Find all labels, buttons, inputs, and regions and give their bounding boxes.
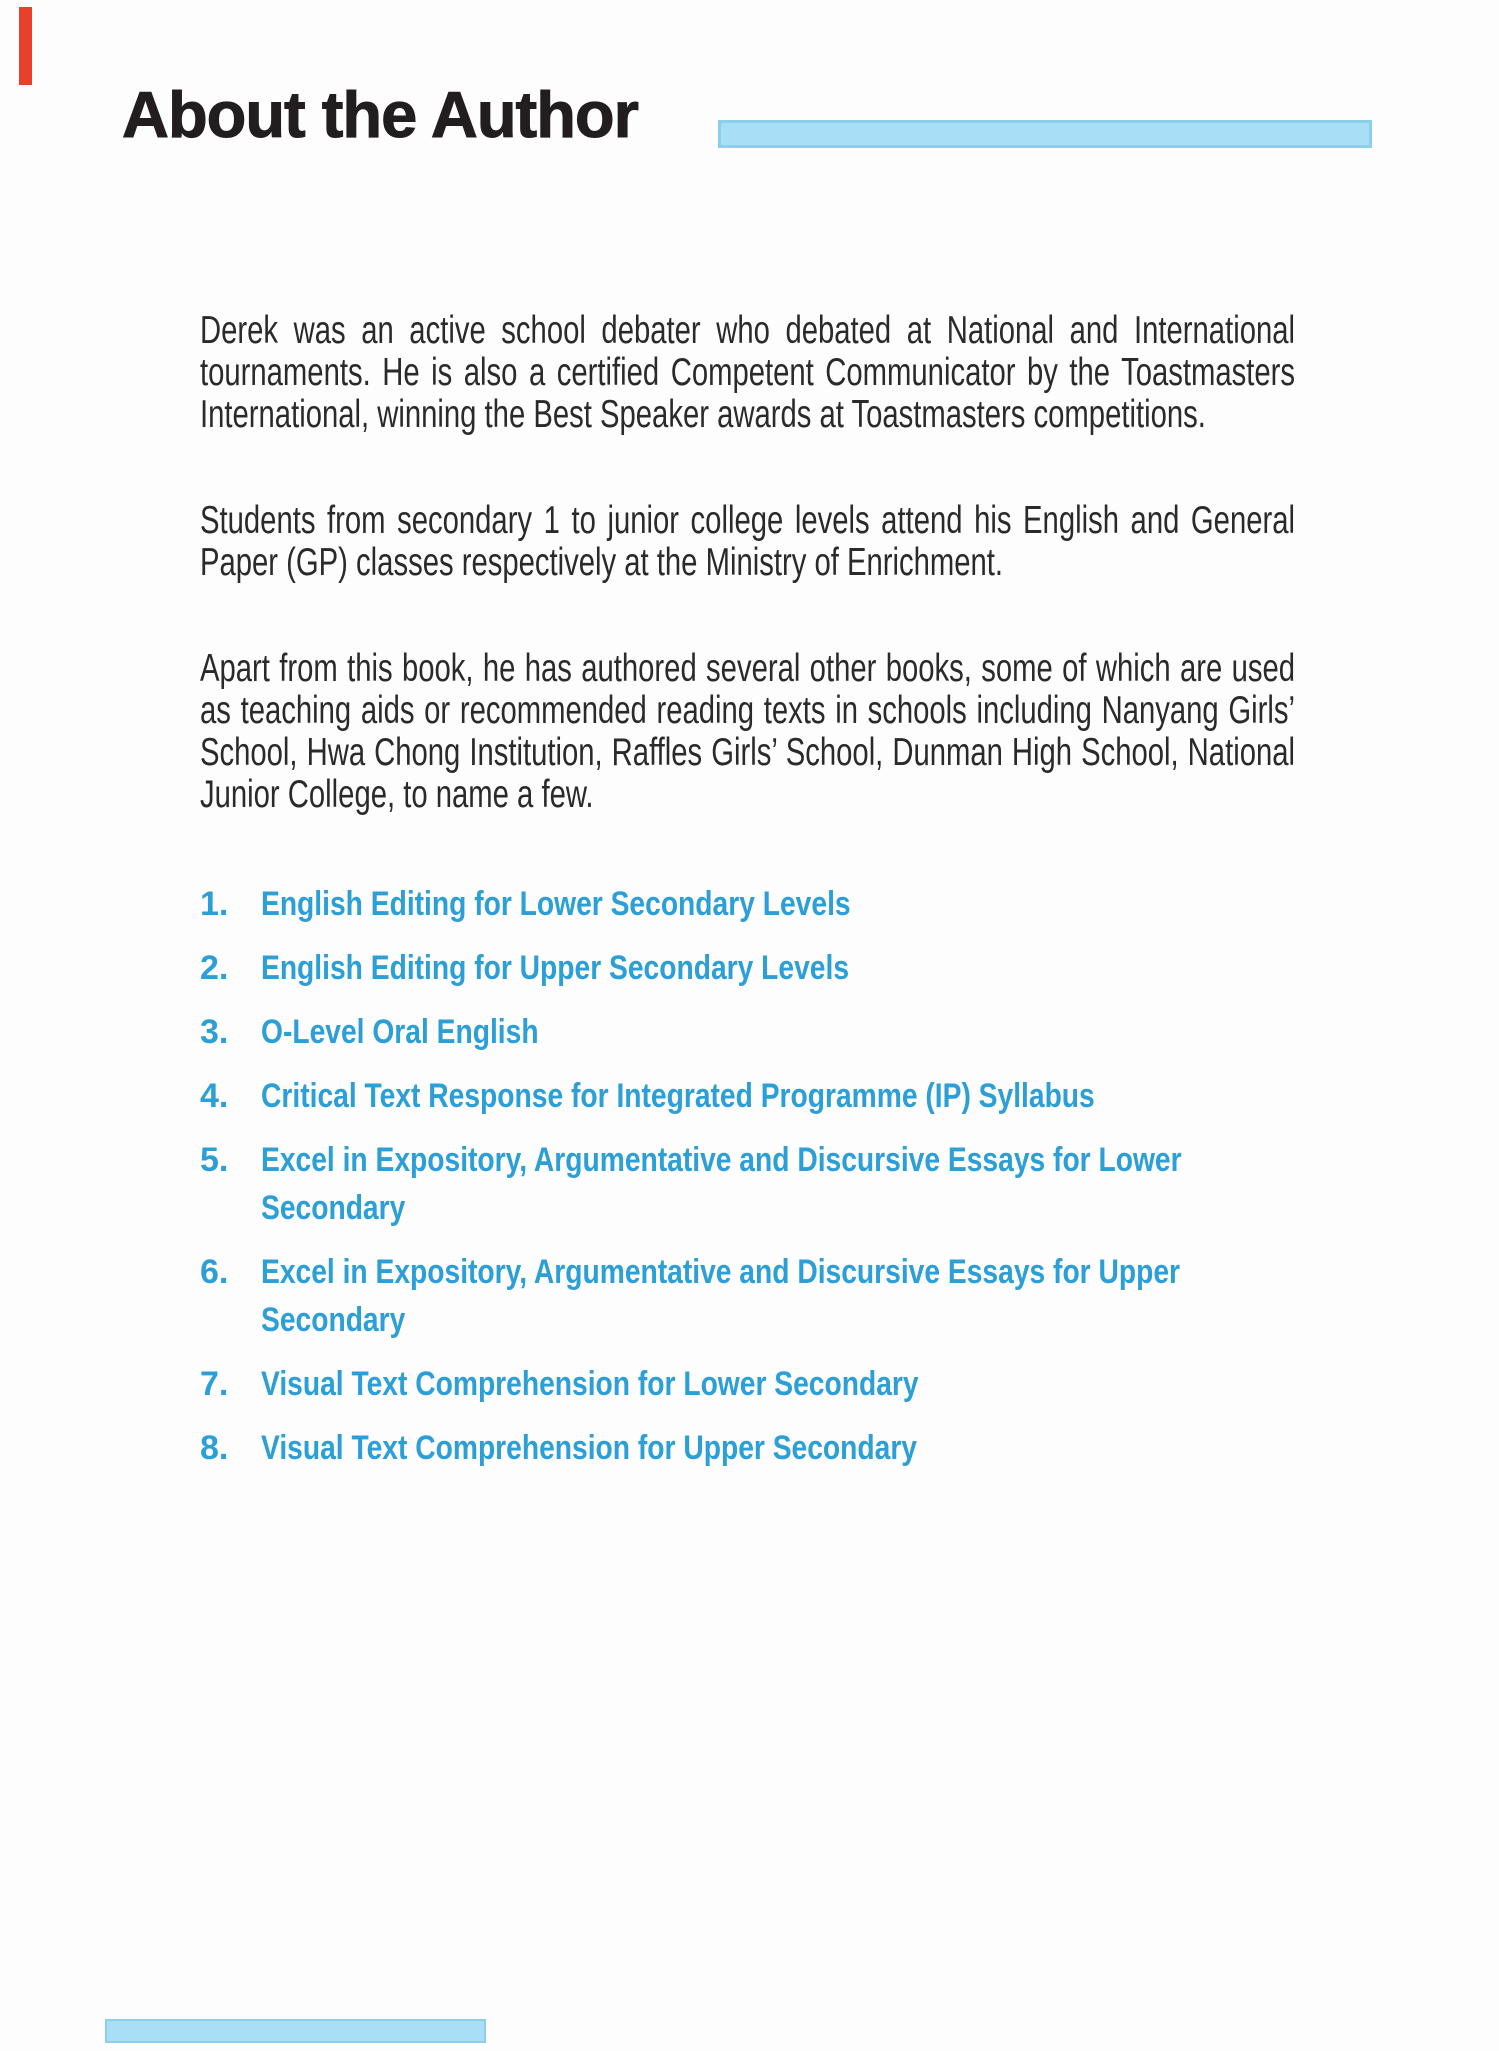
author-paragraph-3: Apart from this book, he has authored several other books, some of which are used as teaching aids or recommended reading texts in schools including Nanyang Girls’ School, Hwa Chong Institution, Raffles Girls’ School, Dunman High School, National Junior College, to name a few. (200, 647, 1295, 816)
list-item (200, 1008, 1499, 1056)
book-title: English Editing for Upper Secondary Levels (261, 949, 850, 987)
book-number: 8. (200, 1429, 229, 1467)
book-title: Excel in Expository, Argumentative and Discursive Essays for Upper Secondary (261, 1253, 1181, 1339)
book-number: 1. (200, 885, 229, 923)
book-title: Visual Text Comprehension for Lower Secondary (261, 1365, 919, 1403)
book-number: 2. (200, 949, 229, 987)
author-paragraph-2: Students from secondary 1 to junior college levels attend his English and General Paper (GP) classes respectively at the Ministry of Enrichment. (200, 499, 1295, 584)
book-title: Visual Text Comprehension for Upper Secondary (261, 1429, 918, 1467)
book-list (200, 880, 1499, 1472)
book-number: 4. (200, 1077, 229, 1115)
book-title: English Editing for Lower Secondary Levels (261, 885, 851, 923)
book-number: 6. (200, 1253, 229, 1291)
book-number: 7. (200, 1365, 229, 1403)
list-item (200, 1136, 1499, 1232)
list-item (200, 1248, 1499, 1344)
book-title: O-Level Oral English (261, 1013, 539, 1051)
body-content (200, 310, 1499, 1488)
title-accent-bar (718, 120, 1372, 148)
book-title: Critical Text Response for Integrated Programme (IP) Syllabus (261, 1077, 1095, 1115)
footer-accent-bar (105, 2019, 486, 2043)
author-paragraph-1: Derek was an active school debater who debated at National and International tournaments. He is also a certified Competent Communicator by the Toastmasters International, winning the Best Speaker awards at Toastmasters competitions. (200, 309, 1295, 436)
list-item (200, 1072, 1499, 1120)
list-item (200, 1424, 1499, 1472)
book-number: 3. (200, 1013, 229, 1051)
list-item (200, 1360, 1499, 1408)
list-item (200, 880, 1499, 928)
book-title: Excel in Expository, Argumentative and Discursive Essays for Lower Secondary (261, 1141, 1182, 1227)
page-title: About the Author (122, 78, 638, 151)
book-number: 5. (200, 1141, 229, 1179)
list-item (200, 944, 1499, 992)
page-edge-red-mark (19, 7, 32, 85)
